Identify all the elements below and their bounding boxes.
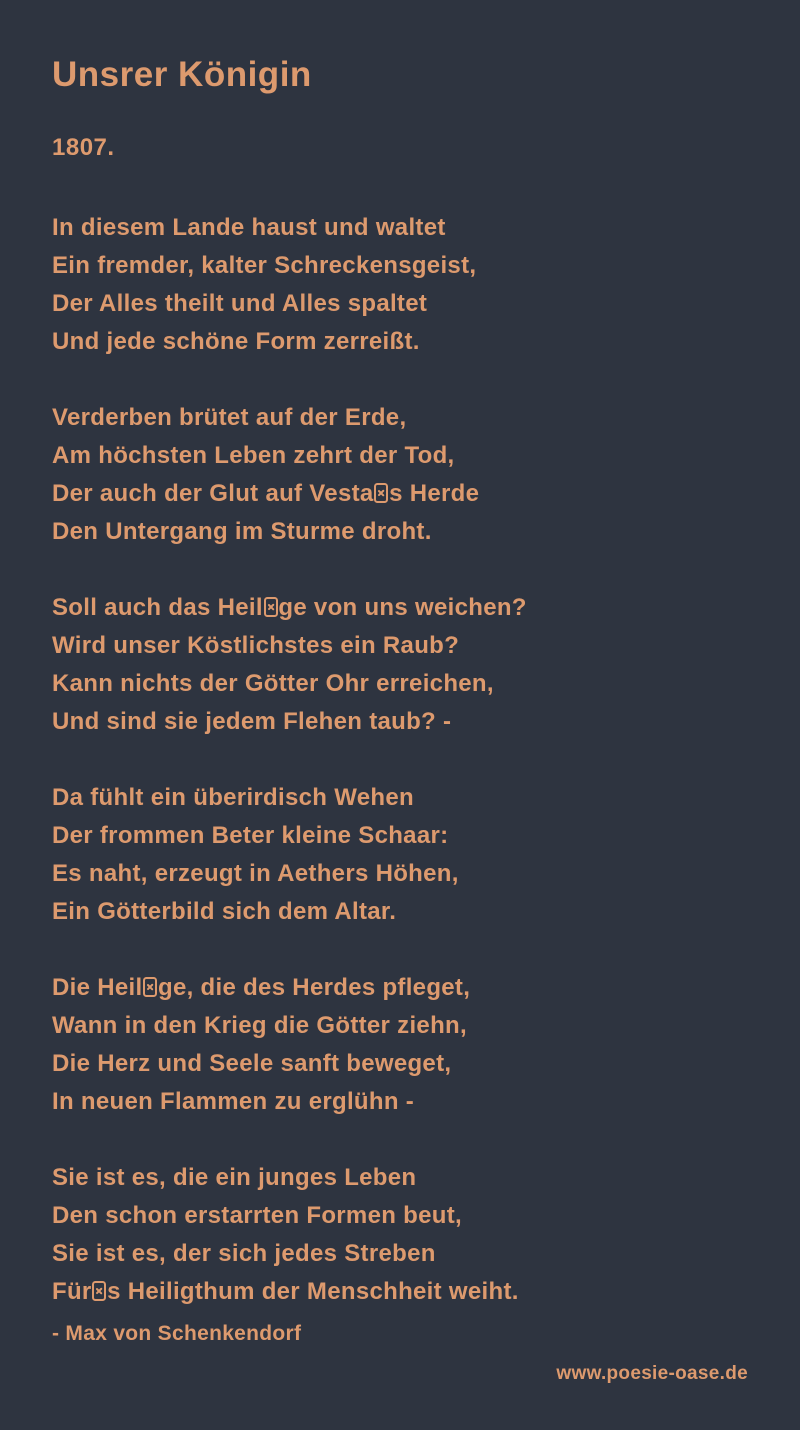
- poem-body: [52, 209, 748, 1311]
- poem-line: Der frommen Beter kleine Schaar:: [52, 822, 449, 849]
- poem-line: Soll auch das Heil ge von uns weichen?: [52, 594, 527, 621]
- poem-line: Ein Götterbild sich dem Altar.: [52, 898, 397, 925]
- poem-line: Verderben brütet auf der Erde,: [52, 404, 407, 431]
- poem-title: Unsrer Königin: [52, 55, 312, 94]
- stanza: [52, 779, 748, 931]
- stanza: [52, 209, 748, 361]
- poem-line: Den schon erstarrten Formen beut,: [52, 1202, 462, 1229]
- poem-line: Wird unser Köstlichstes ein Raub?: [52, 632, 460, 659]
- poem-line: Ein fremder, kalter Schreckensgeist,: [52, 252, 477, 279]
- poem-line: Und jede schöne Form zerreißt.: [52, 328, 420, 355]
- poem-line: In diesem Lande haust und waltet: [52, 214, 446, 241]
- poem-line: Die Heil ge, die des Herdes pfleget,: [52, 974, 471, 1001]
- poem-line: Der auch der Glut auf Vesta s Herde: [52, 480, 480, 507]
- poem-line: Der Alles theilt und Alles spaltet: [52, 290, 428, 317]
- poem-line: Wann in den Krieg die Götter ziehn,: [52, 1012, 467, 1039]
- missing-glyph-box: [92, 1281, 106, 1301]
- stanza: [52, 1159, 748, 1311]
- missing-glyph-box: [374, 483, 388, 503]
- website-url: www.poesie-oase.de: [556, 1363, 748, 1384]
- stanza: [52, 399, 748, 551]
- poem-author: - Max von Schenkendorf: [52, 1322, 302, 1345]
- poem-line: Die Herz und Seele sanft beweget,: [52, 1050, 452, 1077]
- poem-line: Den Untergang im Sturme droht.: [52, 518, 432, 545]
- poem-line: Und sind sie jedem Flehen taub? -: [52, 708, 452, 735]
- stanza: [52, 969, 748, 1121]
- poem-line: Sie ist es, die ein junges Leben: [52, 1164, 417, 1191]
- poem-line: Für s Heiligthum der Menschheit weiht.: [52, 1278, 519, 1305]
- stanza: [52, 589, 748, 741]
- missing-glyph-box: [143, 977, 157, 997]
- poem-line: Es naht, erzeugt in Aethers Höhen,: [52, 860, 459, 887]
- poem-line: Am höchsten Leben zehrt der Tod,: [52, 442, 455, 469]
- missing-glyph-box: [264, 597, 278, 617]
- poem-line: Sie ist es, der sich jedes Streben: [52, 1240, 436, 1267]
- poem-line: Da fühlt ein überirdisch Wehen: [52, 784, 414, 811]
- poem-year: 1807.: [52, 134, 115, 161]
- poem-line: In neuen Flammen zu erglühn -: [52, 1088, 415, 1115]
- poem-line: Kann nichts der Götter Ohr erreichen,: [52, 670, 494, 697]
